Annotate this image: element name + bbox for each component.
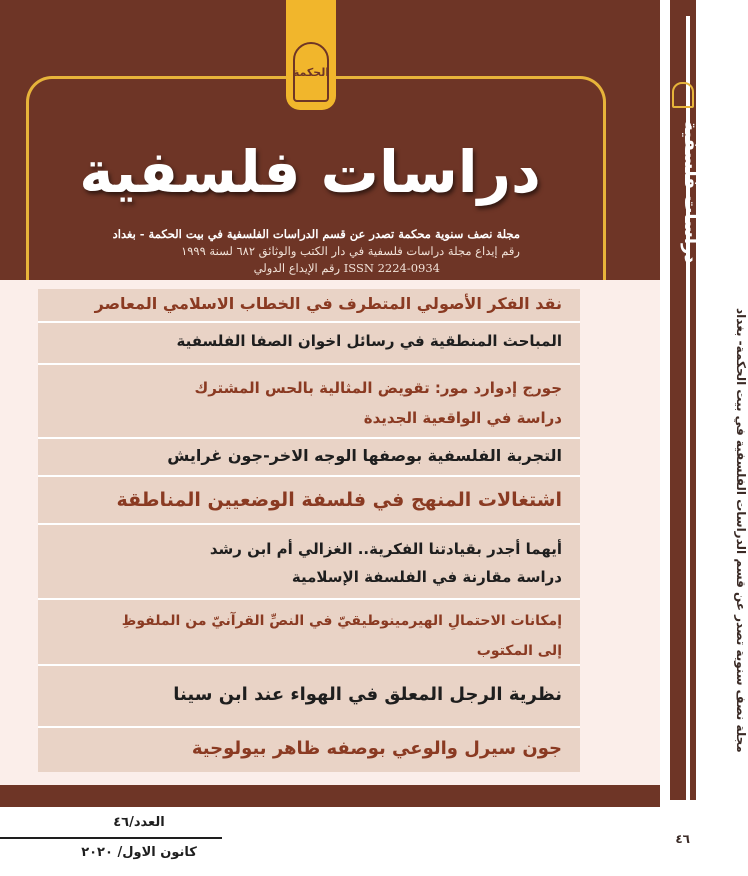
issue-number: العدد/٤٦ [113, 815, 165, 830]
toc-title: نظرية الرجل المعلق في الهواء عند ابن سينا [173, 684, 562, 705]
toc-item [38, 664, 580, 726]
subtitle-line-3: رقم الإيداع الدولي ISSN 2224-0934 [253, 261, 440, 275]
bottom-band [0, 785, 660, 807]
spine-issue-number: ٤٦ [675, 832, 690, 846]
toc-item [38, 726, 580, 772]
toc-item [38, 321, 580, 363]
toc-item [38, 598, 580, 664]
toc-item [38, 523, 580, 598]
issue-date: كانون الاول/ ٢٠٢٠ [81, 845, 197, 860]
spine-title: دراسات فلسفية [680, 120, 701, 264]
spine-subtitle: مجلة نصف سنوية تصدر عن قسم الدراسات الفلسفية في بيت الحكمة- بغداد [734, 308, 748, 753]
logo-text: الحكمة [292, 65, 330, 79]
bayt-al-hikma-logo [293, 42, 329, 102]
subtitle-line-1: مجلة نصف سنوية محكمة تصدر عن قسم الدراسات الفلسفية في بيت الحكمة - بغداد [112, 227, 520, 241]
toc-item [38, 363, 580, 437]
toc-title: نقد الفكر الأصولي المتطرف في الخطاب الاسلامي المعاصر [94, 294, 562, 313]
toc-item [38, 289, 580, 321]
toc-subtitle: دراسة في الواقعية الجديدة [363, 409, 562, 427]
toc-subtitle: دراسة مقارنة في الفلسفة الإسلامية [291, 568, 562, 586]
spine-logo-icon [672, 82, 694, 108]
toc-title: التجربة الفلسفية بوصفها الوجه الاخر-جون غرايش [167, 446, 562, 465]
toc-title: جورج إدوارد مور: تقويض المثالية بالحس المشترك [194, 379, 562, 397]
toc-title: أيهما أجدر بقيادتنا الفكرية.. الغزالي أم ابن رشد [209, 540, 562, 558]
toc-item [38, 437, 580, 475]
toc-title: جون سيرل والوعي بوصفه ظاهر بيولوجية [191, 738, 562, 759]
subtitle-block [90, 226, 520, 277]
toc-item [38, 475, 580, 523]
toc-title: إمكانات الاحتمالِ الهيرمينوطيقيّ في النصِّ القرآنيّ من الملفوظِ [121, 613, 562, 629]
logo-tab [286, 0, 336, 110]
toc-title: المباحث المنطقية في رسائل اخوان الصفا الفلسفية [176, 332, 562, 350]
toc-subtitle: إلى المكتوب [476, 643, 562, 659]
journal-title: دراسات فلسفية [79, 138, 541, 206]
subtitle-line-2: رقم إيداع مجلة دراسات فلسفية في دار الكتب والوثائق ٦٨٢ لسنة ١٩٩٩ [181, 244, 520, 258]
issue-divider [0, 837, 222, 839]
toc-title: اشتغالات المنهج في فلسفة الوضعيين المناطقة [116, 489, 562, 511]
